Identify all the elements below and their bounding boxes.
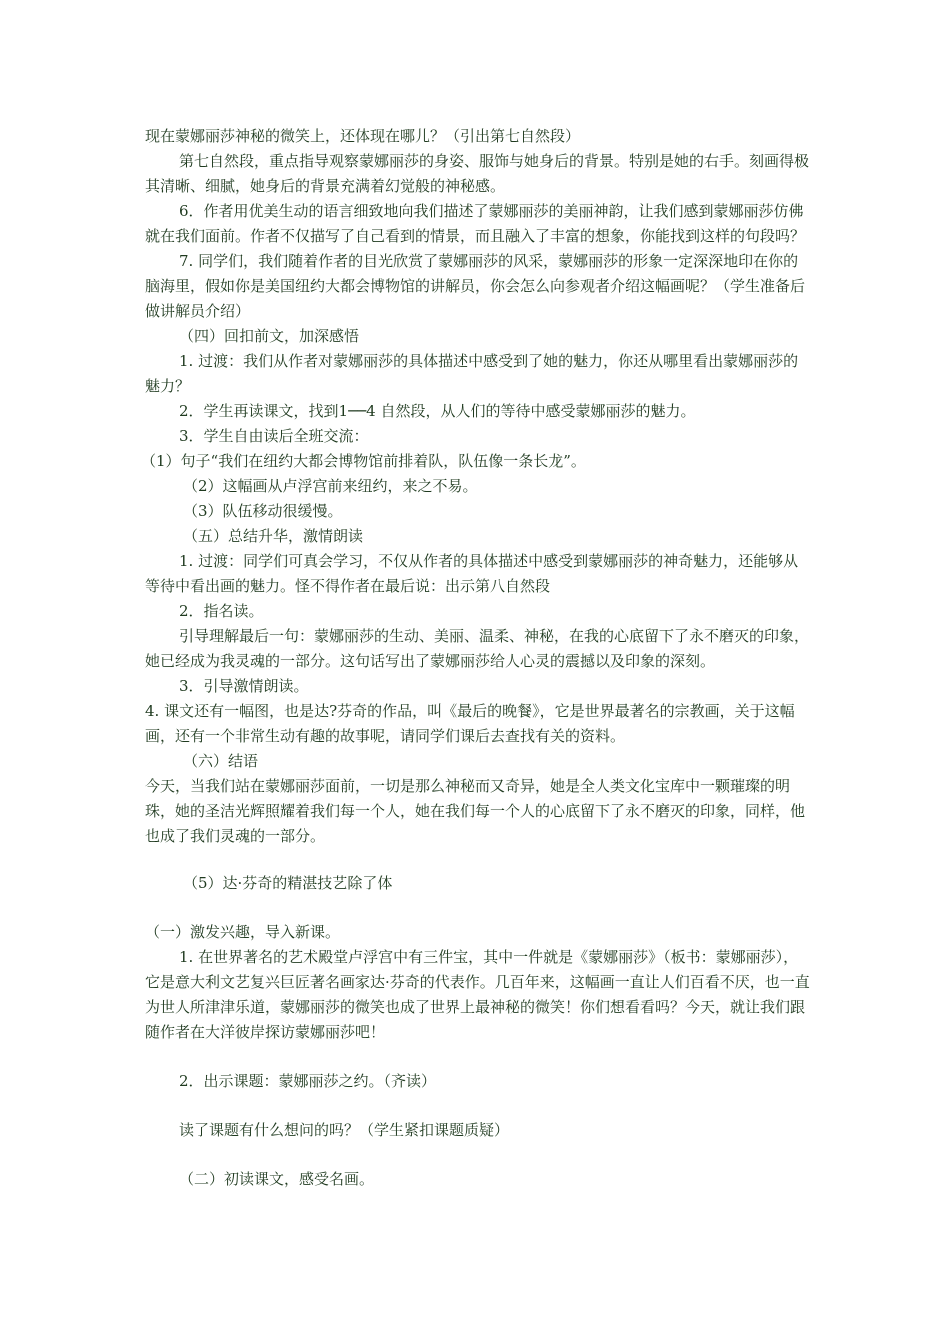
paragraph: 1. 过渡：同学们可真会学习，不仅从作者的具体描述中感受到蒙娜丽莎的神奇魅力，还能够从等待中看出画的魅力。怪不得作者在最后说：出示第八自然段	[145, 552, 799, 595]
paragraph: 2．出示课题：蒙娜丽莎之约。（齐读）	[179, 1072, 437, 1090]
section-heading: （二）初读课文，感受名画。	[179, 1170, 375, 1188]
section-heading: （一）激发兴趣，导入新课。	[145, 923, 341, 941]
paragraph: 7. 同学们，我们随着作者的目光欣赏了蒙娜丽莎的风采，蒙娜丽莎的形象一定深深地印在你的脑海里，假如你是美国纽约大都会博物馆的讲解员，你会怎么向参观者介绍这幅画呢？（学生准备后做讲解员介绍）	[145, 252, 806, 320]
section-heading: （六）结语	[183, 752, 259, 770]
paragraph: 3．学生自由读后全班交流：	[179, 427, 369, 445]
paragraph: 读了课题有什么想问的吗？（学生紧扣课题质疑）	[179, 1121, 510, 1139]
paragraph: 1. 在世界著名的艺术殿堂卢浮宫中有三件宝，其中一件就是《蒙娜丽莎》（板书：蒙娜丽莎），它是意大利文艺复兴巨匠著名画家达·芬奇的代表作。几百年来，这幅画一直让人们百看不厌，也一直为世人所津津乐道，蒙娜丽莎的微笑也成了世界上最神秘的微笑！你们想看看吗？今天，就让我们跟随作者在大洋彼岸探访蒙娜丽莎吧！	[145, 948, 810, 1041]
paragraph: 今天，当我们站在蒙娜丽莎面前，一切是那么神秘而又奇异，她是全人类文化宝库中一颗璀璨的明珠，她的圣洁光辉照耀着我们每一个人，她在我们每一个人的心底留下了永不磨灭的印象，同样，他也成了我们灵魂的一部分。	[145, 777, 806, 845]
document-body	[141, 124, 813, 1192]
paragraph: 现在蒙娜丽莎神秘的微笑上，还体现在哪儿？（引出第七自然段）	[145, 127, 581, 145]
paragraph: 3．引导激情朗读。	[179, 677, 309, 695]
paragraph: 2．指名读。	[179, 602, 264, 620]
paragraph: 6．作者用优美生动的语言细致地向我们描述了蒙娜丽莎的美丽神韵，让我们感到蒙娜丽莎仿佛就在我们面前。作者不仅描写了自己看到的情景，而且融入了丰富的想象，你能找到这样的句段吗？	[145, 202, 806, 245]
paragraph: （5）达·芬奇的精湛技艺除了体	[183, 874, 393, 892]
paragraph: 1. 过渡：我们从作者对蒙娜丽莎的具体描述中感受到了她的魅力，你还从哪里看出蒙娜丽莎的魅力？	[145, 352, 799, 395]
paragraph: （2）这幅画从卢浮宫前来纽约，来之不易。	[183, 477, 478, 495]
section-heading: （五）总结升华，激情朗读	[183, 527, 364, 545]
paragraph: （3）队伍移动很缓慢。	[183, 502, 343, 520]
paragraph: 2．学生再读课文，找到1──4 自然段，从人们的等待中感受蒙娜丽莎的魅力。	[179, 402, 696, 420]
paragraph: （1）句子“我们在纽约大都会博物馆前排着队，队伍像一条长龙”。	[141, 452, 586, 470]
paragraph: 4. 课文还有一幅图，也是达?芬奇的作品，叫《最后的晚餐》，它是世界最著名的宗教画，关于这幅画，还有一个非常生动有趣的故事呢，请同学们课后去查找有关的资料。	[145, 702, 795, 745]
section-heading: （四）回扣前文，加深感悟	[179, 327, 360, 345]
paragraph: 引导理解最后一句：蒙娜丽莎的生动、美丽、温柔、神秘，在我的心底留下了永不磨灭的印象，她已经成为我灵魂的一部分。这句话写出了蒙娜丽莎给人心灵的震撼以及印象的深刻。	[145, 627, 810, 670]
paragraph: 第七自然段，重点指导观察蒙娜丽莎的身姿、服饰与她身后的背景。特别是她的右手。刻画得极其清晰、细腻，她身后的背景充满着幻觉般的神秘感。	[145, 152, 810, 195]
